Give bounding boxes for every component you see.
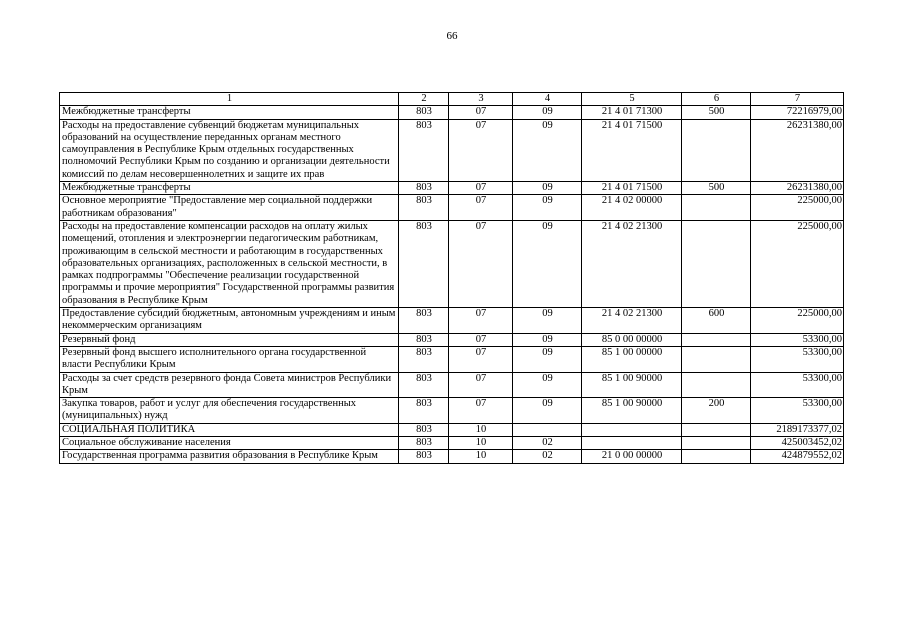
cell-name: Расходы на предоставление субвенций бюджетам муниципальных образований на осуществление переданных органам местного самоуправления в Республике Крым отдельных государственных полномочий Республики Крым по созданию и организации деятельности комиссий по делам несовершеннолетних и защите их прав — [60, 119, 399, 181]
cell-c4: 09 — [513, 220, 582, 307]
cell-c3: 10 — [449, 423, 513, 436]
table-row — [60, 398, 844, 424]
table-row — [60, 182, 844, 195]
cell-name: Межбюджетные трансферты — [60, 182, 399, 195]
table-row — [60, 450, 844, 463]
cell-c4: 09 — [513, 333, 582, 346]
header-cell: 4 — [513, 93, 582, 106]
cell-name: Закупка товаров, работ и услуг для обеспечения государственных (муниципальных) нужд — [60, 398, 399, 424]
cell-sum: 26231380,00 — [751, 119, 844, 181]
cell-sum: 53300,00 — [751, 346, 844, 372]
cell-name: Предоставление субсидий бюджетным, автономным учреждениям и иным некоммерческим организациям — [60, 308, 399, 334]
table-row — [60, 437, 844, 450]
cell-c2: 803 — [399, 195, 449, 221]
cell-c4: 09 — [513, 106, 582, 119]
header-cell: 3 — [449, 93, 513, 106]
cell-c4: 02 — [513, 450, 582, 463]
cell-c5: 85 0 00 00000 — [582, 333, 682, 346]
table-row — [60, 106, 844, 119]
cell-name: Социальное обслуживание населения — [60, 437, 399, 450]
cell-c2: 803 — [399, 220, 449, 307]
cell-sum: 2189173377,02 — [751, 423, 844, 436]
cell-c5: 85 1 00 90000 — [582, 398, 682, 424]
cell-sum: 53300,00 — [751, 398, 844, 424]
header-row — [60, 93, 844, 106]
header-cell: 5 — [582, 93, 682, 106]
table-row — [60, 346, 844, 372]
table-row — [60, 119, 844, 181]
cell-c6: 600 — [682, 308, 751, 334]
cell-c5: 21 4 02 21300 — [582, 220, 682, 307]
cell-c6: 200 — [682, 398, 751, 424]
cell-c2: 803 — [399, 106, 449, 119]
cell-c5 — [582, 423, 682, 436]
cell-c3: 07 — [449, 372, 513, 398]
cell-c2: 803 — [399, 437, 449, 450]
table-row — [60, 308, 844, 334]
cell-c5 — [582, 437, 682, 450]
cell-c3: 07 — [449, 398, 513, 424]
cell-c3: 07 — [449, 346, 513, 372]
cell-name: Межбюджетные трансферты — [60, 106, 399, 119]
cell-c3: 07 — [449, 182, 513, 195]
cell-name: Государственная программа развития образования в Республике Крым — [60, 450, 399, 463]
cell-c2: 803 — [399, 308, 449, 334]
cell-c2: 803 — [399, 333, 449, 346]
cell-c5: 21 4 01 71500 — [582, 119, 682, 181]
cell-c6 — [682, 346, 751, 372]
cell-c3: 07 — [449, 333, 513, 346]
cell-name: Расходы за счет средств резервного фонда Совета министров Республики Крым — [60, 372, 399, 398]
header-cell: 6 — [682, 93, 751, 106]
cell-sum: 53300,00 — [751, 333, 844, 346]
cell-sum: 425003452,02 — [751, 437, 844, 450]
cell-c4: 09 — [513, 119, 582, 181]
cell-name: СОЦИАЛЬНАЯ ПОЛИТИКА — [60, 423, 399, 436]
cell-c3: 07 — [449, 195, 513, 221]
table-body — [60, 106, 844, 463]
cell-name: Резервный фонд — [60, 333, 399, 346]
cell-c5: 21 0 00 00000 — [582, 450, 682, 463]
cell-c3: 07 — [449, 308, 513, 334]
table-row — [60, 372, 844, 398]
header-cell: 1 — [60, 93, 399, 106]
cell-c6 — [682, 437, 751, 450]
cell-c3: 07 — [449, 106, 513, 119]
cell-c3: 07 — [449, 119, 513, 181]
cell-sum: 225000,00 — [751, 308, 844, 334]
cell-c3: 10 — [449, 437, 513, 450]
cell-c5: 85 1 00 00000 — [582, 346, 682, 372]
cell-c4: 09 — [513, 346, 582, 372]
cell-c3: 10 — [449, 450, 513, 463]
cell-c6 — [682, 195, 751, 221]
table-row — [60, 333, 844, 346]
cell-c2: 803 — [399, 182, 449, 195]
budget-table — [59, 92, 844, 464]
cell-c5: 21 4 02 21300 — [582, 308, 682, 334]
cell-name: Резервный фонд высшего исполнительного органа государственной власти Республики Крым — [60, 346, 399, 372]
cell-sum: 53300,00 — [751, 372, 844, 398]
cell-c4: 09 — [513, 195, 582, 221]
cell-c6 — [682, 119, 751, 181]
cell-c2: 803 — [399, 372, 449, 398]
cell-c2: 803 — [399, 423, 449, 436]
cell-c5: 21 4 02 00000 — [582, 195, 682, 221]
cell-name: Расходы на предоставление компенсации расходов на оплату жилых помещений, отопления и электроэнергии педагогическим работникам, проживающим в сельской местности и работающим в государственных образовательных организациях, расположенных в сельской местности, в рамках подпрограммы "Обеспечение реализации государственной программы и прочие мероприятия" Государственной программы развития образования в Республике Крым — [60, 220, 399, 307]
cell-c6: 500 — [682, 182, 751, 195]
cell-c4: 02 — [513, 437, 582, 450]
cell-sum: 72216979,00 — [751, 106, 844, 119]
cell-c2: 803 — [399, 346, 449, 372]
cell-c4: 09 — [513, 372, 582, 398]
cell-c6 — [682, 220, 751, 307]
cell-sum: 424879552,02 — [751, 450, 844, 463]
cell-c6 — [682, 423, 751, 436]
cell-c4: 09 — [513, 308, 582, 334]
header-cell: 2 — [399, 93, 449, 106]
header-cell: 7 — [751, 93, 844, 106]
cell-c2: 803 — [399, 450, 449, 463]
table-row — [60, 423, 844, 436]
cell-sum: 225000,00 — [751, 220, 844, 307]
cell-c6 — [682, 372, 751, 398]
cell-name: Основное мероприятие "Предоставление мер социальной поддержки работникам образования" — [60, 195, 399, 221]
cell-c5: 21 4 01 71500 — [582, 182, 682, 195]
cell-c2: 803 — [399, 119, 449, 181]
cell-c4: 09 — [513, 182, 582, 195]
cell-c2: 803 — [399, 398, 449, 424]
cell-c6 — [682, 333, 751, 346]
cell-c3: 07 — [449, 220, 513, 307]
cell-sum: 225000,00 — [751, 195, 844, 221]
cell-c5: 21 4 01 71300 — [582, 106, 682, 119]
cell-sum: 26231380,00 — [751, 182, 844, 195]
cell-c4: 09 — [513, 398, 582, 424]
cell-c4 — [513, 423, 582, 436]
table-row — [60, 220, 844, 307]
cell-c6 — [682, 450, 751, 463]
cell-c5: 85 1 00 90000 — [582, 372, 682, 398]
page-number: 66 — [446, 30, 458, 42]
table-row — [60, 195, 844, 221]
cell-c6: 500 — [682, 106, 751, 119]
